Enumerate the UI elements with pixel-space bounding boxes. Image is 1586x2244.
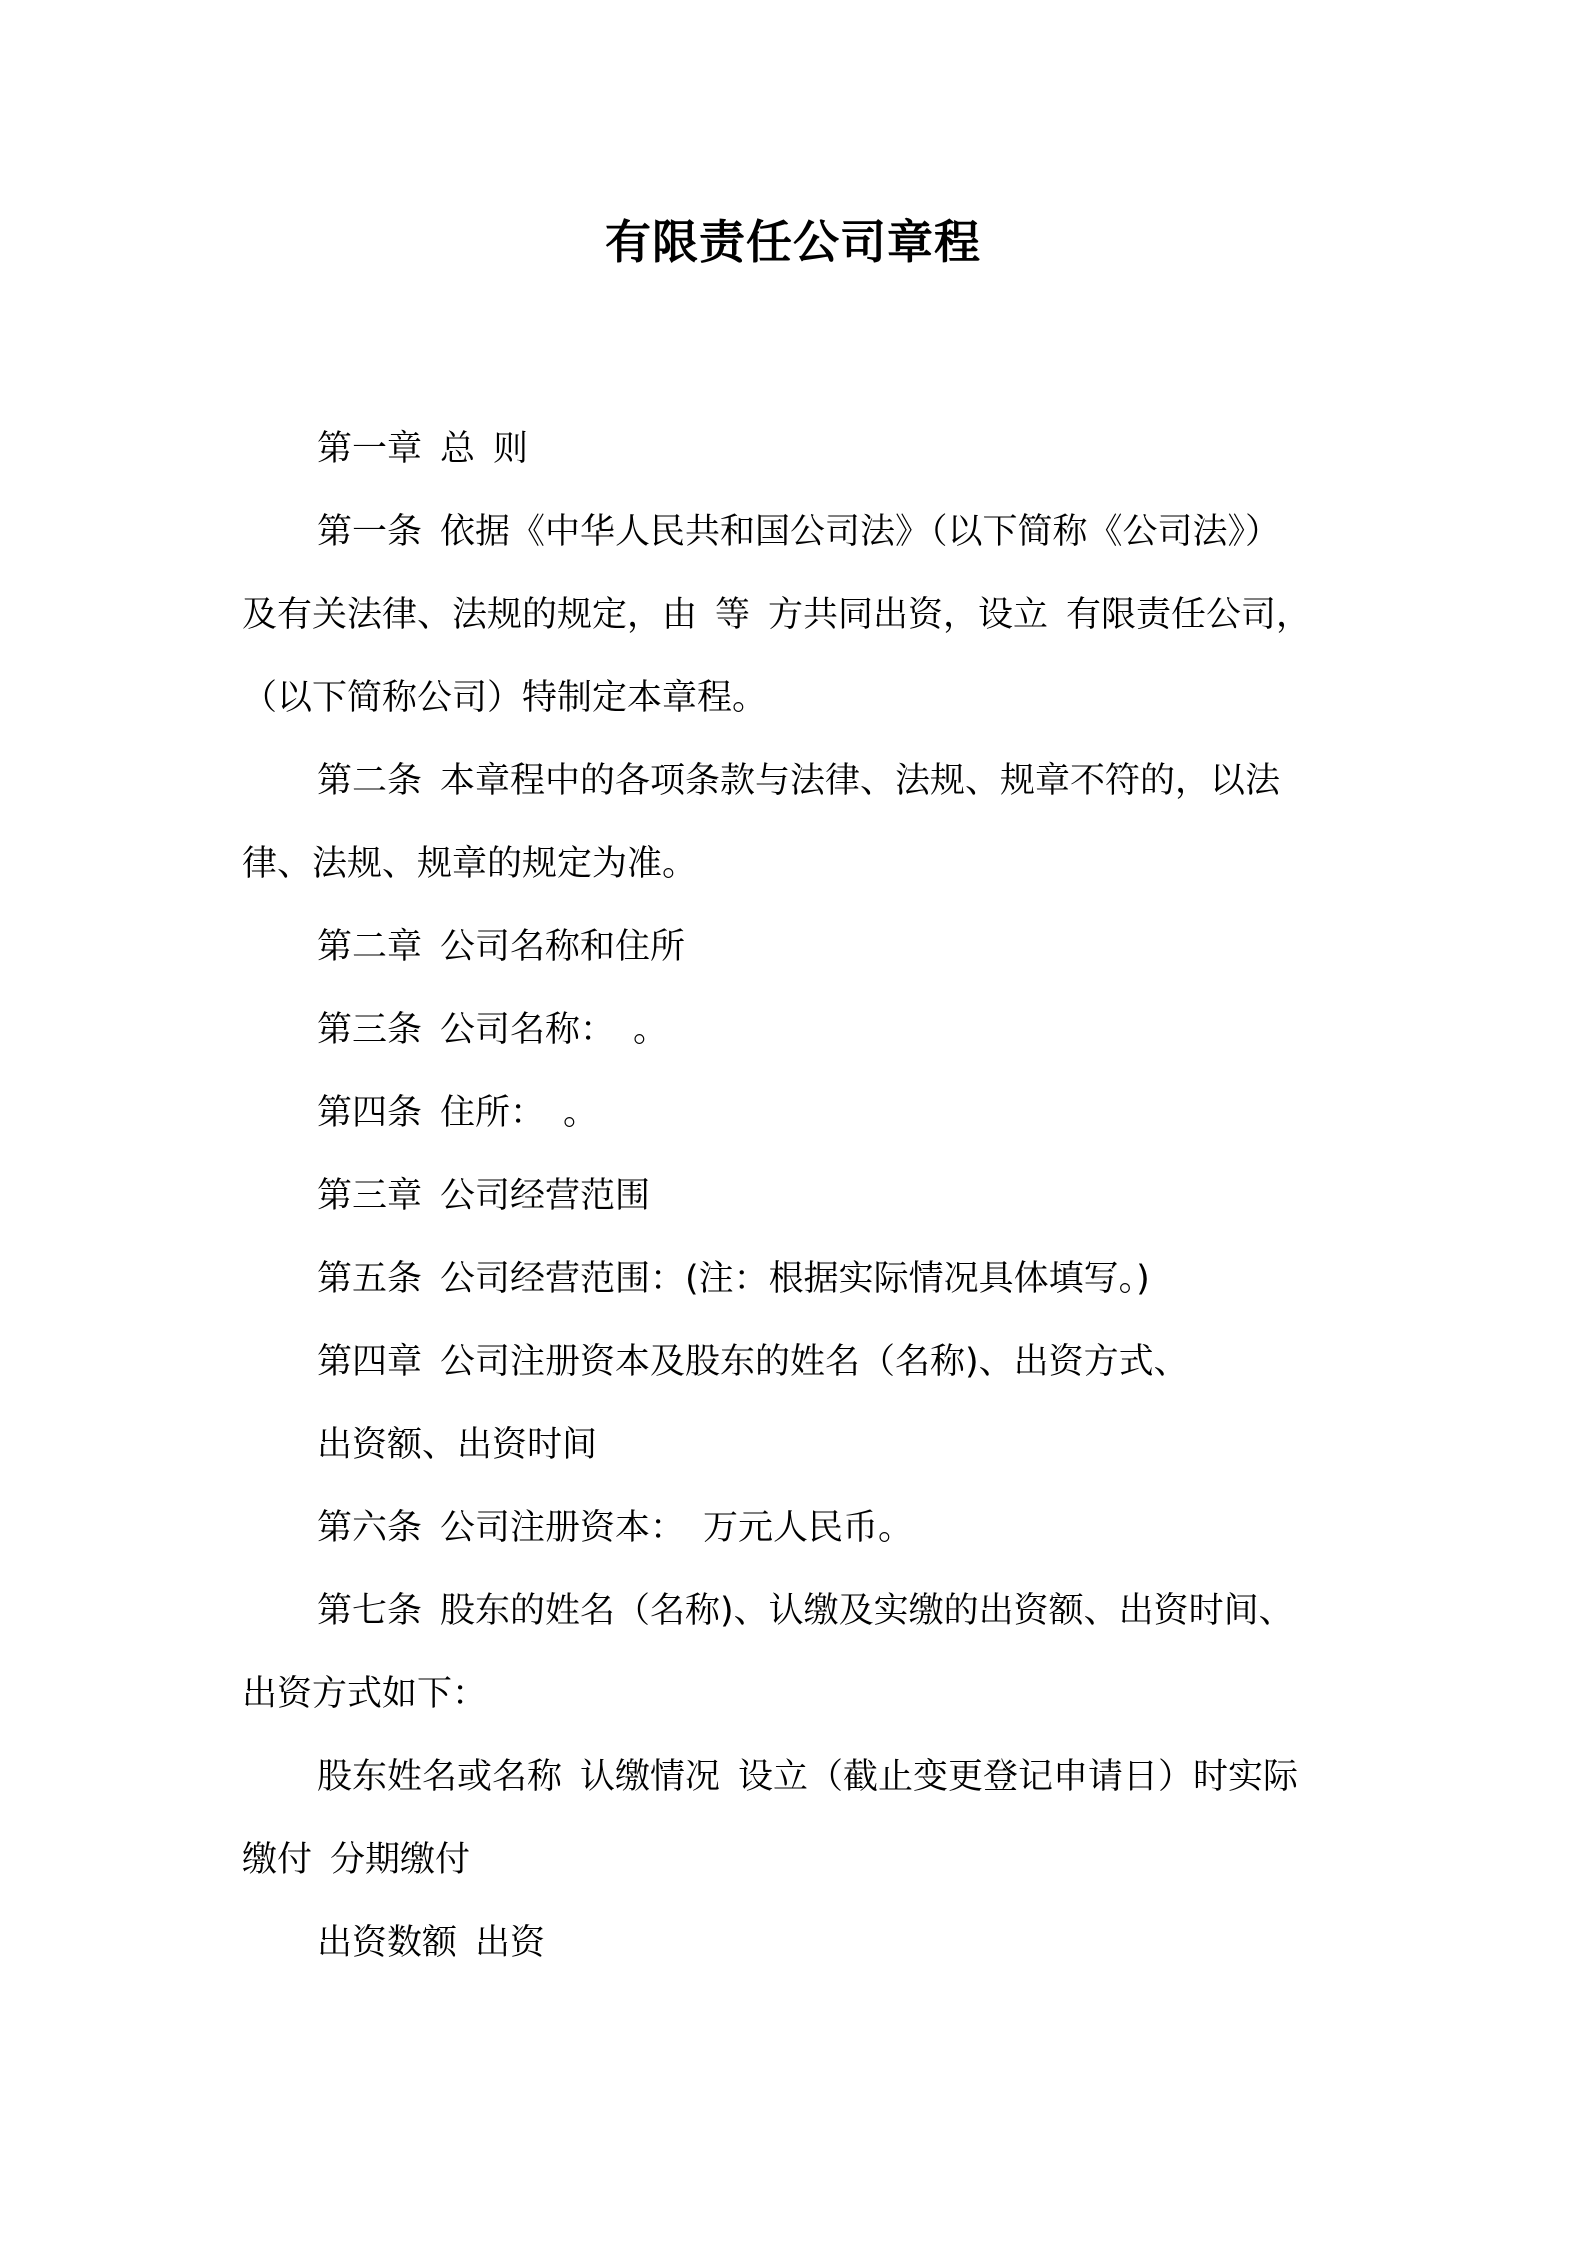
article-2-line-2: 律、法规、规章的规定为准。: [242, 844, 698, 884]
chapter-4-heading-line-1: 第四章 公司注册资本及股东的姓名（名称)、出资方式、: [317, 1342, 1189, 1382]
shareholder-table-line-3: 出资数额 出资: [317, 1923, 546, 1963]
shareholder-table-line-2: 缴付 分期缴付: [242, 1840, 471, 1880]
article-3: 第三条 公司名称： 。: [317, 1010, 669, 1050]
chapter-3-heading: 第三章 公司经营范围: [317, 1176, 651, 1216]
article-7-line-1: 第七条 股东的姓名（名称)、认缴及实缴的出资额、出资时间、: [317, 1591, 1294, 1631]
article-5: 第五条 公司经营范围：(注：根据实际情况具体填写。): [317, 1259, 1150, 1299]
document-title: 有限责任公司章程: [605, 215, 981, 269]
article-2-line-1: 第二条 本章程中的各项条款与法律、法规、规章不符的，以法: [317, 761, 1281, 801]
article-4: 第四条 住所： 。: [317, 1093, 599, 1133]
article-1-line-2: 及有关法律、法规的规定，由 等 方共同出资，设立 有限责任公司，: [242, 595, 1312, 635]
article-6: 第六条 公司注册资本： 万元人民币。: [317, 1508, 914, 1548]
article-7-line-2: 出资方式如下：: [242, 1674, 488, 1714]
document-body: [242, 408, 1362, 1985]
shareholder-table-line-1: 股东姓名或名称 认缴情况 设立（截止变更登记申请日）时实际: [317, 1757, 1299, 1797]
chapter-1-heading: 第一章 总 则: [317, 429, 529, 469]
article-1-line-1: 第一条 依据《中华人民共和国公司法》（以下简称《公司法》）: [317, 512, 1281, 552]
chapter-4-heading-line-2: 出资额、出资时间: [317, 1425, 598, 1465]
article-1-line-3: （以下简称公司）特制定本章程。: [242, 678, 768, 718]
chapter-2-heading: 第二章 公司名称和住所: [317, 927, 686, 967]
